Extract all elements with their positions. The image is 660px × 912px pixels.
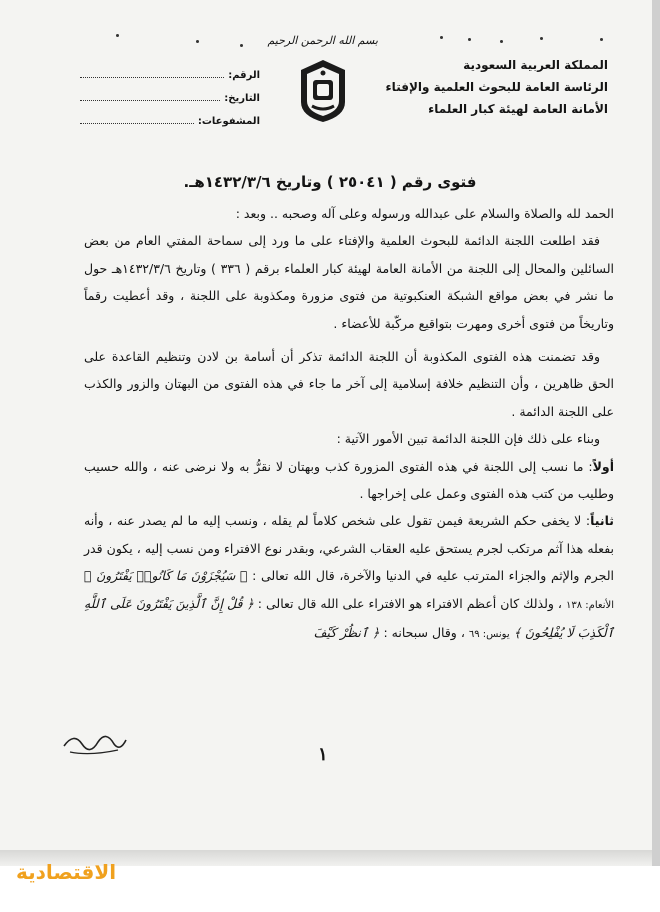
org-line: الأمانة العامة لهيئة كبار العلماء: [428, 102, 608, 116]
blank-line: [80, 113, 194, 124]
quran-verse: ﴿ قُلْ إِنَّ ٱلَّذِينَ يَفْتَرُونَ عَلَى ٱللَّهِ ٱلْكَذِبَ لَا يُفْلِحُونَ ﴾: [84, 595, 614, 641]
scan-speck: [468, 38, 471, 41]
verse-reference: الأنعام: ١٣٨: [565, 599, 614, 611]
quran-verse: ﴿ سَيُجْزَوْنَ مَا كَانُوا۟ يَفْتَرُونَ ﴾: [84, 568, 248, 584]
paragraph: فقد اطلعت اللجنة الدائمة للبحوث العلمية والإفتاء على ما ورد إلى سماحة المفتي العام من بعض السائلين والمحال إلى اللجنة من الأمانة العامة لهيئة كبار العلماء برقم ( ٣٣٦ ) وتاريخ ١٤٣٢/٣/٦هـ حول ما نشر في بعض مواقع الشبكة العنكبوتية من فتوى مزورة ومكذوبة على اللجنة ، وقد أعطيت رقماً وتاريخاً من فتوى أخرى ومهرت بتواقيع مركّبة للأعضاء .: [84, 233, 614, 331]
scan-edge: [652, 0, 660, 912]
verse-reference: يونس: ٦٩: [468, 629, 510, 641]
scan-speck: [540, 37, 543, 40]
point-first: أولاً: ما نسب إلى اللجنة في هذه الفتوى المزورة كذب وبهتان لا نقرُّ به ولا نرضى عنه ، والله حسيب وطليب من كتب هذه الفتوى وعمل على إخراجها .: [84, 458, 614, 502]
scan-speck: [196, 40, 199, 43]
basmala-calligraphy: بسم الله الرحمن الرحيم: [267, 34, 378, 47]
reference-fields: [80, 64, 260, 133]
emblem-icon: [298, 58, 348, 124]
scan-speck: [116, 34, 119, 37]
scan-speck: [440, 36, 443, 39]
fatwa-title: فتوى رقم ( ٢٥٠٤١ ) وتاريخ ١٤٣٢/٣/٦هـ.: [183, 173, 477, 191]
reference-field-number: الرقم :: [80, 64, 260, 87]
signature-icon: [60, 720, 130, 760]
opening-line: الحمد لله والصلاة والسلام على عبدالله ورسوله وعلى آله وصحبه .. وبعد :: [235, 206, 614, 221]
publisher-watermark: الاقتصادية: [16, 860, 117, 884]
paragraph: وقد تضمنت هذه الفتوى المكذوبة أن اللجنة الدائمة تذكر أن أسامة بن لادن وتنظيم القاعدة على الحق ظاهرين ، وأن التنظيم خلافة إسلامية إلى آخر ما جاء في هذه الفتوى من البهتان والزور والكذب على اللجنة الدائمة .: [84, 349, 614, 419]
letterhead-organization: [385, 54, 608, 120]
scan-speck: [240, 44, 243, 47]
fatwa-body: [84, 200, 614, 649]
reference-field-date: التاريخ :: [80, 87, 260, 110]
scan-speck: [600, 38, 603, 41]
point-second: ثانياً: لا يخفى حكم الشريعة فيمن تقول على شخص كلاماً لم يقله ، ونسب إليه ما لم يصدر عنه ، وأنه بفعله هذا آثم مرتكب لجرم يستحق عليه العقاب الشرعي، وبقدر نوع الافتراء ومن نسب إليه ، يكون قدر الجرم والإثم والجزاء المترتب عليه في الدنيا والآخرة، قال الله تعالى : ﴿ سَيُجْزَوْنَ مَا كَانُوا۟ يَفْتَرُونَ ﴾ الأنعام: ١٣٨ ، ولذلك كان أعظم الافتراء هو الافتراء على الله قال تعالى : ﴿ قُلْ إِنَّ ٱلَّذِينَ يَفْتَرُونَ عَلَى ٱللَّهِ ٱلْكَذِبَ لَا يُفْلِحُونَ ﴾ يونس: ٦٩ ، وقال سبحانه : ﴿ ٱنظُرْ كَيْفَ: [84, 513, 615, 641]
blank-line: [80, 67, 224, 78]
org-line: المملكة العربية السعودية: [463, 58, 608, 72]
scan-speck: [500, 40, 503, 43]
paragraph: وبناء على ذلك فإن اللجنة الدائمة تبين الأمور الآتية :: [336, 431, 600, 447]
reference-field-attachments: المشفوعات :: [80, 110, 260, 133]
quran-verse: ﴿ ٱنظُرْ كَيْفَ: [313, 625, 380, 641]
page-number: ١: [318, 744, 328, 765]
org-line: الرئاسة العامة للبحوث العلمية والإفتاء: [385, 80, 608, 94]
blank-line: [80, 90, 220, 101]
